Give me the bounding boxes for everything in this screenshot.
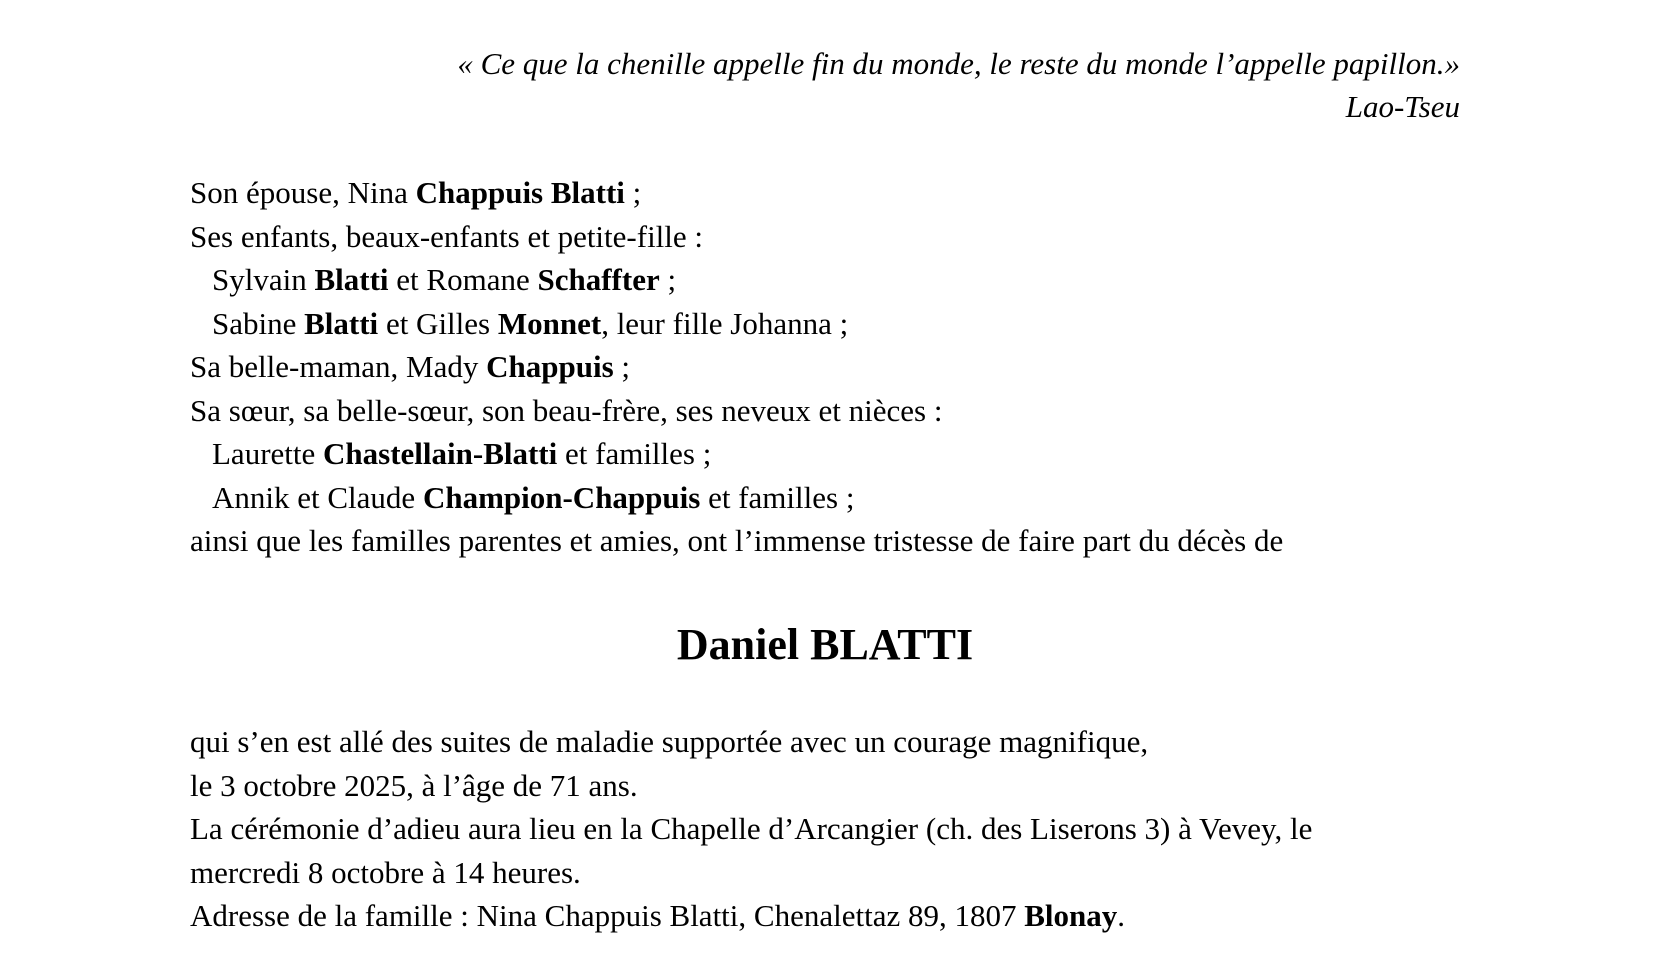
text-segment: Blatti [304, 305, 379, 341]
text-line [190, 389, 1460, 433]
text-line [190, 171, 1460, 215]
text-segment: ; [613, 349, 631, 384]
epigraph [190, 42, 1460, 128]
text-segment: qui s’en est allé des suites de maladie supportée avec un courage magnifique, [190, 724, 1149, 759]
text-line [190, 258, 1460, 302]
text-segment: le 3 octobre 2025, à l’âge de 71 ans. [190, 767, 638, 803]
epigraph-attribution: Lao-Tseu [1345, 89, 1460, 124]
text-segment: Champion-Chappuis [422, 479, 701, 515]
text-segment: Chappuis [486, 349, 614, 384]
text-segment: La cérémonie d’adieu aura lieu en la Chapelle d’Arcangier (ch. des Liserons 3) à Vevey, le [190, 811, 1313, 846]
text-segment: Sa sœur, sa belle-sœur, son beau-frère, ses neveux et nièces : [190, 392, 943, 428]
text-segment: Chastellain-Blatti [323, 436, 558, 471]
text-segment: Son épouse, Nina [190, 175, 416, 210]
text-line [190, 302, 1460, 346]
text-segment: ainsi que les familles parentes et amies, ont l’immense tristesse de faire part du décès de [190, 523, 1284, 558]
text-segment: . [1117, 898, 1125, 933]
text-line [190, 807, 1460, 851]
text-segment: et Gilles [378, 305, 498, 341]
text-line [190, 345, 1460, 389]
text-segment: mercredi 8 octobre à 14 heures. [190, 854, 581, 890]
text-line [190, 720, 1460, 764]
text-segment: et familles ; [700, 479, 855, 515]
text-line [190, 764, 1460, 808]
text-line [190, 476, 1460, 520]
text-segment: Sa belle-maman, Mady [190, 349, 487, 384]
text-line [190, 215, 1460, 259]
text-segment: ; [659, 262, 677, 297]
deceased-name: Daniel BLATTI [676, 620, 974, 669]
text-segment: Chappuis Blatti [415, 175, 625, 210]
family-announcement [190, 171, 1460, 563]
text-segment: ; [624, 175, 642, 210]
text-segment: Blonay [1024, 898, 1118, 933]
text-line [190, 519, 1460, 563]
text-segment: Schaffter [537, 262, 660, 297]
text-segment: Ses enfants, beaux-enfants et petite-fille : [190, 218, 704, 254]
text-segment: Monnet [497, 305, 602, 341]
text-line [190, 894, 1460, 938]
text-line [190, 851, 1460, 895]
text-segment: Sylvain [212, 262, 315, 297]
text-segment: , leur fille Johanna ; [601, 305, 849, 341]
text-segment: et familles ; [557, 436, 712, 471]
epigraph-quote: « Ce que la chenille appelle fin du monde, le reste du monde l’appelle papillon.» [457, 46, 1460, 81]
text-segment: Adresse de la famille : Nina Chappuis Blatti, Chenalettaz 89, 1807 [190, 898, 1025, 933]
text-segment: Annik et Claude [212, 479, 423, 515]
text-segment: et Romane [388, 262, 538, 297]
text-segment: Sabine [212, 305, 305, 341]
text-line [190, 432, 1460, 476]
ceremony-details [190, 720, 1460, 938]
text-segment: Blatti [314, 262, 389, 297]
text-segment: Laurette [212, 436, 324, 471]
